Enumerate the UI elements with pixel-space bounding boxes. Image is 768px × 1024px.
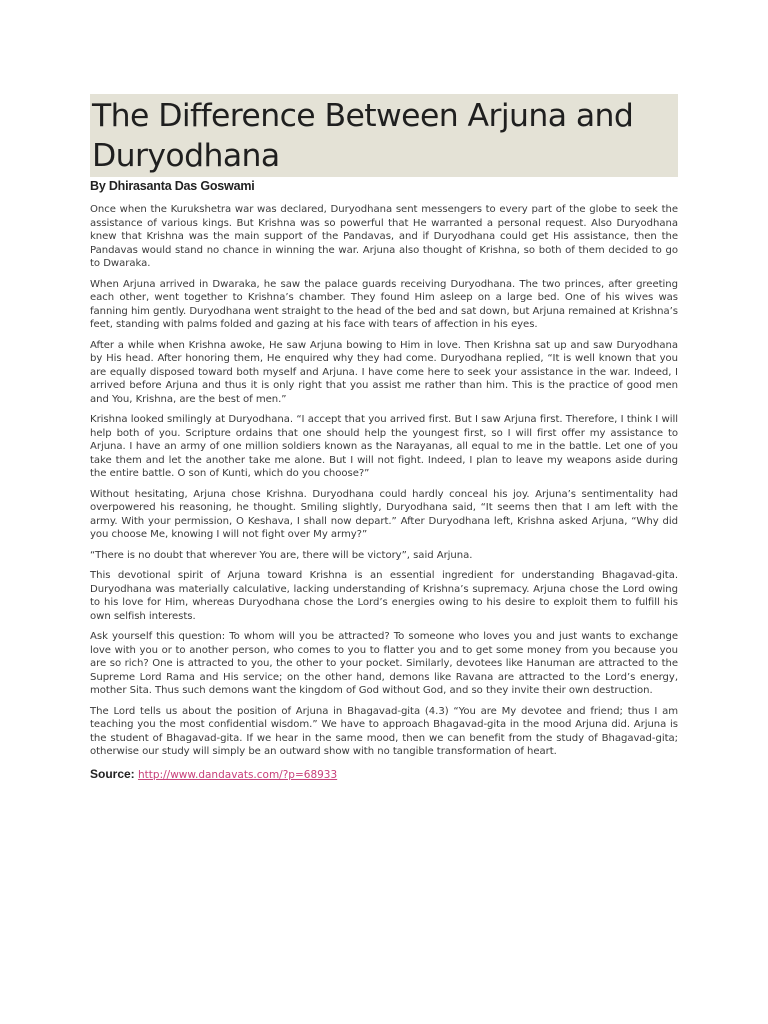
source-link[interactable]: http://www.dandavats.com/?p=68933	[138, 768, 338, 781]
article-title: The Difference Between Arjuna and Duryodhana	[92, 98, 634, 174]
paragraph-4: Krishna looked smilingly at Duryodhana. “I accept that you arrived first. But I saw Arjuna first. Therefore, I think I will help both of you. Scripture ordains that one should help the youngest first, so I will first offer my assistance to Arjuna. I have an army of one million soldiers known as the Narayanas, all equal to me in the battle. Let one of you take them and let the another take me alone. But I will not fight. Indeed, I plan to leave my weapons aside during the entire battle. O son of Kunti, which do you choose?”	[90, 414, 678, 479]
paragraph-5: Without hesitating, Arjuna chose Krishna. Duryodhana could hardly conceal his joy. Arjuna’s sentimentality had overpowered his reasoning, he thought. Smiling slightly, Duryodhana said, “It seems then that I am left with the army. With your permission, O Keshava, I shall now depart.” After Duryodhana left, Krishna asked Arjuna, “Why did you choose Me, knowing I will not fight over My army?”	[90, 488, 678, 540]
paragraph-7: This devotional spirit of Arjuna toward Krishna is an essential ingredient for understanding Bhagavad-gita. Duryodhana was materially calculative, lacking understanding of Krishna’s supremacy. Arjuna chose the Lord owing to his love for Him, whereas Duryodhana chose the Lord’s energies owing to his desire to exploit them to fulfill his own selfish interests.	[90, 570, 678, 622]
article-body	[90, 203, 678, 759]
article	[90, 94, 678, 782]
paragraph-6: “There is no doubt that wherever You are, there will be victory”, said Arjuna.	[90, 549, 473, 561]
paragraph-1: Once when the Kurukshetra war was declared, Duryodhana sent messengers to every part of the globe to seek the assistance of various kings. But Krishna was so powerful that He warranted a personal request. Also Duryodhana knew that Krishna was the main support of the Pandavas, and if Duryodhana could get His assistance, then the Pandavas would stand no chance in winning the war. Arjuna also thought of Krishna, so both of them decided to go to Dwaraka.	[90, 204, 678, 269]
paragraph-8: Ask yourself this question: To whom will you be attracted? To someone who loves you and just wants to exchange love with you or to another person, who comes to you to flatter you and to get some money from you because you are so rich? One is attracted to you, the other to your pocket. Similarly, devotees like Hanuman are attracted to the Supreme Lord Rama and His service; on the other hand, demons like Ravana are attracted to the Lord’s energy, mother Sita. Thus such demons want the kingdom of God without God, and so they invite their own destruction.	[90, 631, 678, 696]
article-byline: By Dhirasanta Das Goswami	[90, 179, 255, 193]
paragraph-9: The Lord tells us about the position of Arjuna in Bhagavad-gita (4.3) “You are My devotee and friend; thus I am teaching you the most confidential wisdom.” We have to approach Bhagavad-gita in the mood Arjuna did. Arjuna is the student of Bhagavad-gita. If we hear in the same mood, then we can benefit from the study of Bhagavad-gita; otherwise our study will simply be an outward show with no tangible transformation of heart.	[90, 705, 678, 757]
source-line	[90, 767, 678, 782]
paragraph-3: After a while when Krishna awoke, He saw Arjuna bowing to Him in love. Then Krishna sat up and saw Duryodhana by His head. After honoring them, He enquired why they had come. Duryodhana replied, “It is well known that you are equally disposed toward both myself and Arjuna. I have come here to seek your assistance in the war. Indeed, I arrived before Arjuna and thus it is only right that you assist me rather than him. This is the practice of good men and You, Krishna, are the best of men.”	[90, 339, 678, 405]
source-label: Source:	[90, 766, 135, 781]
title-banner	[90, 94, 678, 177]
paragraph-2: When Arjuna arrived in Dwaraka, he saw the palace guards receiving Duryodhana. The two princes, after greeting each other, went together to Krishna’s chamber. They found Him asleep on a large bed. One of his wives was fanning him gently. Duryodhana went straight to the head of the bed and sat down, but Arjuna remained at Krishna’s feet, standing with palms folded and gazing at his face with tears of affection in his eyes.	[90, 278, 678, 330]
